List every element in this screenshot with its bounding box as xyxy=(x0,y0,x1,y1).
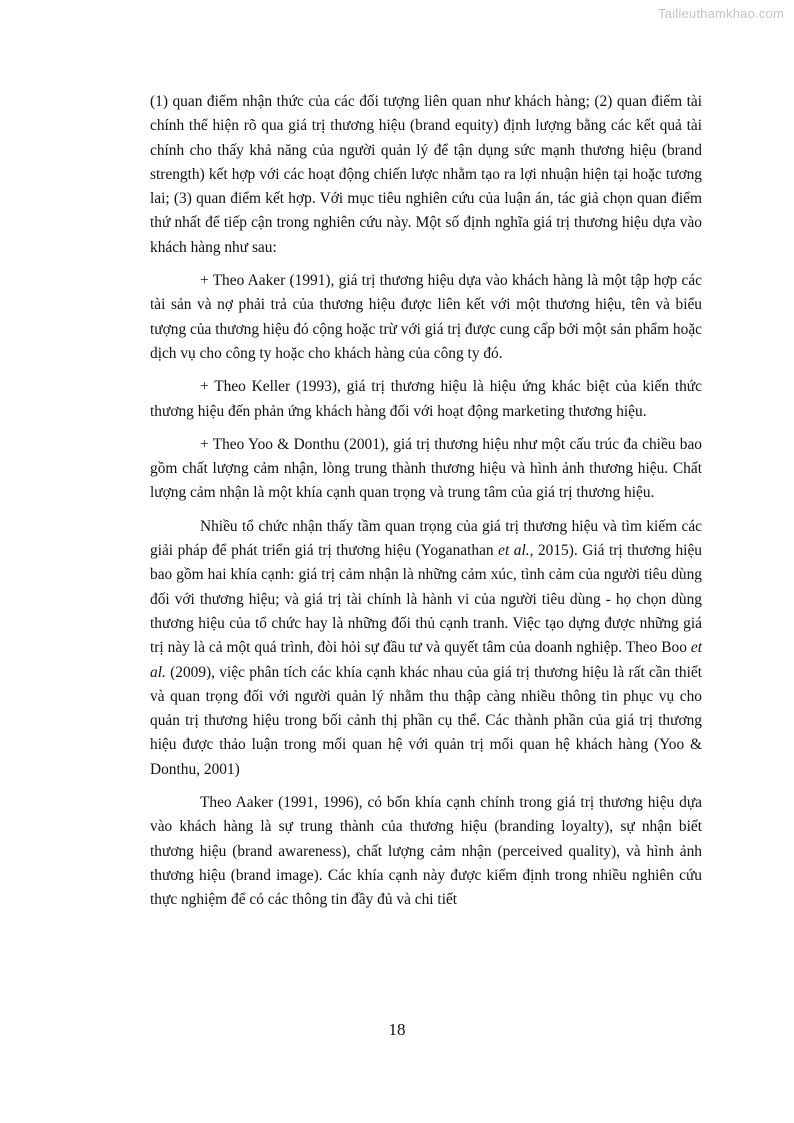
text-segment: Nhiều tổ chức nhận thấy tầm quan trọng của giá trị thương hiệu và tìm kiếm các giải pháp để phát triển giá trị thương hiệu (Yoganathan xyxy=(150,517,702,560)
paragraph-organizations xyxy=(150,515,702,782)
page-number: 18 xyxy=(388,1020,406,1039)
italic-citation: et al. xyxy=(150,639,702,681)
watermark: Tailieuthamkhao.com xyxy=(658,6,784,21)
paragraph-yoo-donthu-definition: + Theo Yoo & Donthu (2001), giá trị thương hiệu như một cấu trúc đa chiều bao gồm chất lượng cảm nhận, lòng trung thành thương hiệu và hình ảnh thương hiệu. Chất lượng cảm nhận là một khía cạnh quan trọng và trung tâm của giá trị thương hiệu. xyxy=(150,435,702,502)
text-segment: (2009), việc phân tích các khía cạnh khác nhau của giá trị thương hiệu là rất cần thiết và quan trọng đối với người quản lý nhằm thu thập càng nhiều thông tin phục vụ cho quản trị thương hiệu trong bối cảnh thị phần cụ thể. Các thành phần của giá trị thương hiệu được thảo luận trong mối quan hệ với quản trị mối quan hệ khách hàng (Yoo & Donthu, 2001) xyxy=(150,663,702,778)
italic-citation: et al. xyxy=(498,542,530,560)
paragraph-aaker-definition: + Theo Aaker (1991), giá trị thương hiệu dựa vào khách hàng là một tập hợp các tài sản và nợ phải trả của thương hiệu được liên kết với một thương hiệu, tên và biểu tượng của thương hiệu đó cộng hoặc trừ với giá trị được cung cấp bởi một sản phẩm hoặc dịch vụ cho công ty hoặc cho khách hàng của công ty đó. xyxy=(150,272,702,362)
paragraph-keller-definition: + Theo Keller (1993), giá trị thương hiệu là hiệu ứng khác biệt của kiến thức thương hiệu đến phản ứng khách hàng đối với hoạt động marketing thương hiệu. xyxy=(150,378,702,420)
paragraph-aaker-dimensions: Theo Aaker (1991, 1996), có bốn khía cạnh chính trong giá trị thương hiệu dựa vào khách hàng là sự trung thành của thương hiệu (branding loyalty), sự nhận biết thương hiệu (brand awareness), chất lượng cảm nhận (perceived quality), và hình ảnh thương hiệu (brand image). Các khía cạnh này được kiểm định trong nhiều nghiên cứu thực nghiệm để có các thông tin đầy đủ và chi tiết xyxy=(150,794,702,909)
paragraph-perspectives: (1) quan điểm nhận thức của các đối tượng liên quan như khách hàng; (2) quan điểm tài chính thể hiện rõ qua giá trị thương hiệu (brand equity) định lượng bằng các kết quả tài chính cho thấy khả năng của người quản lý để tận dụng sức mạnh thương hiệu (brand strength) kết hợp với các hoạt động chiến lược nhằm tạo ra lợi nhuận hiện tại hoặc tương lai; (3) quan điểm kết hợp. Với mục tiêu nghiên cứu của luận án, tác giả chọn quan điểm thứ nhất để tiếp cận trong nghiên cứu này. Một số định nghĩa giá trị thương hiệu dựa vào khách hàng như sau: xyxy=(150,93,702,256)
text-segment: , 2015). Giá trị thương hiệu bao gồm hai khía cạnh: giá trị cảm nhận là những cảm xúc, tình cảm của người tiêu dùng đối với thương hiệu; và giá trị tài chính là hành vi của người tiêu dùng - họ chọn dùng thương hiệu của tổ chức hay là những đối thủ cạnh tranh. Việc tạo dựng được những giá trị này là cả một quá trình, đòi hỏi sự đầu tư và quyết tâm của doanh nghiệp. Theo Boo xyxy=(150,542,702,657)
document-body xyxy=(150,90,702,913)
